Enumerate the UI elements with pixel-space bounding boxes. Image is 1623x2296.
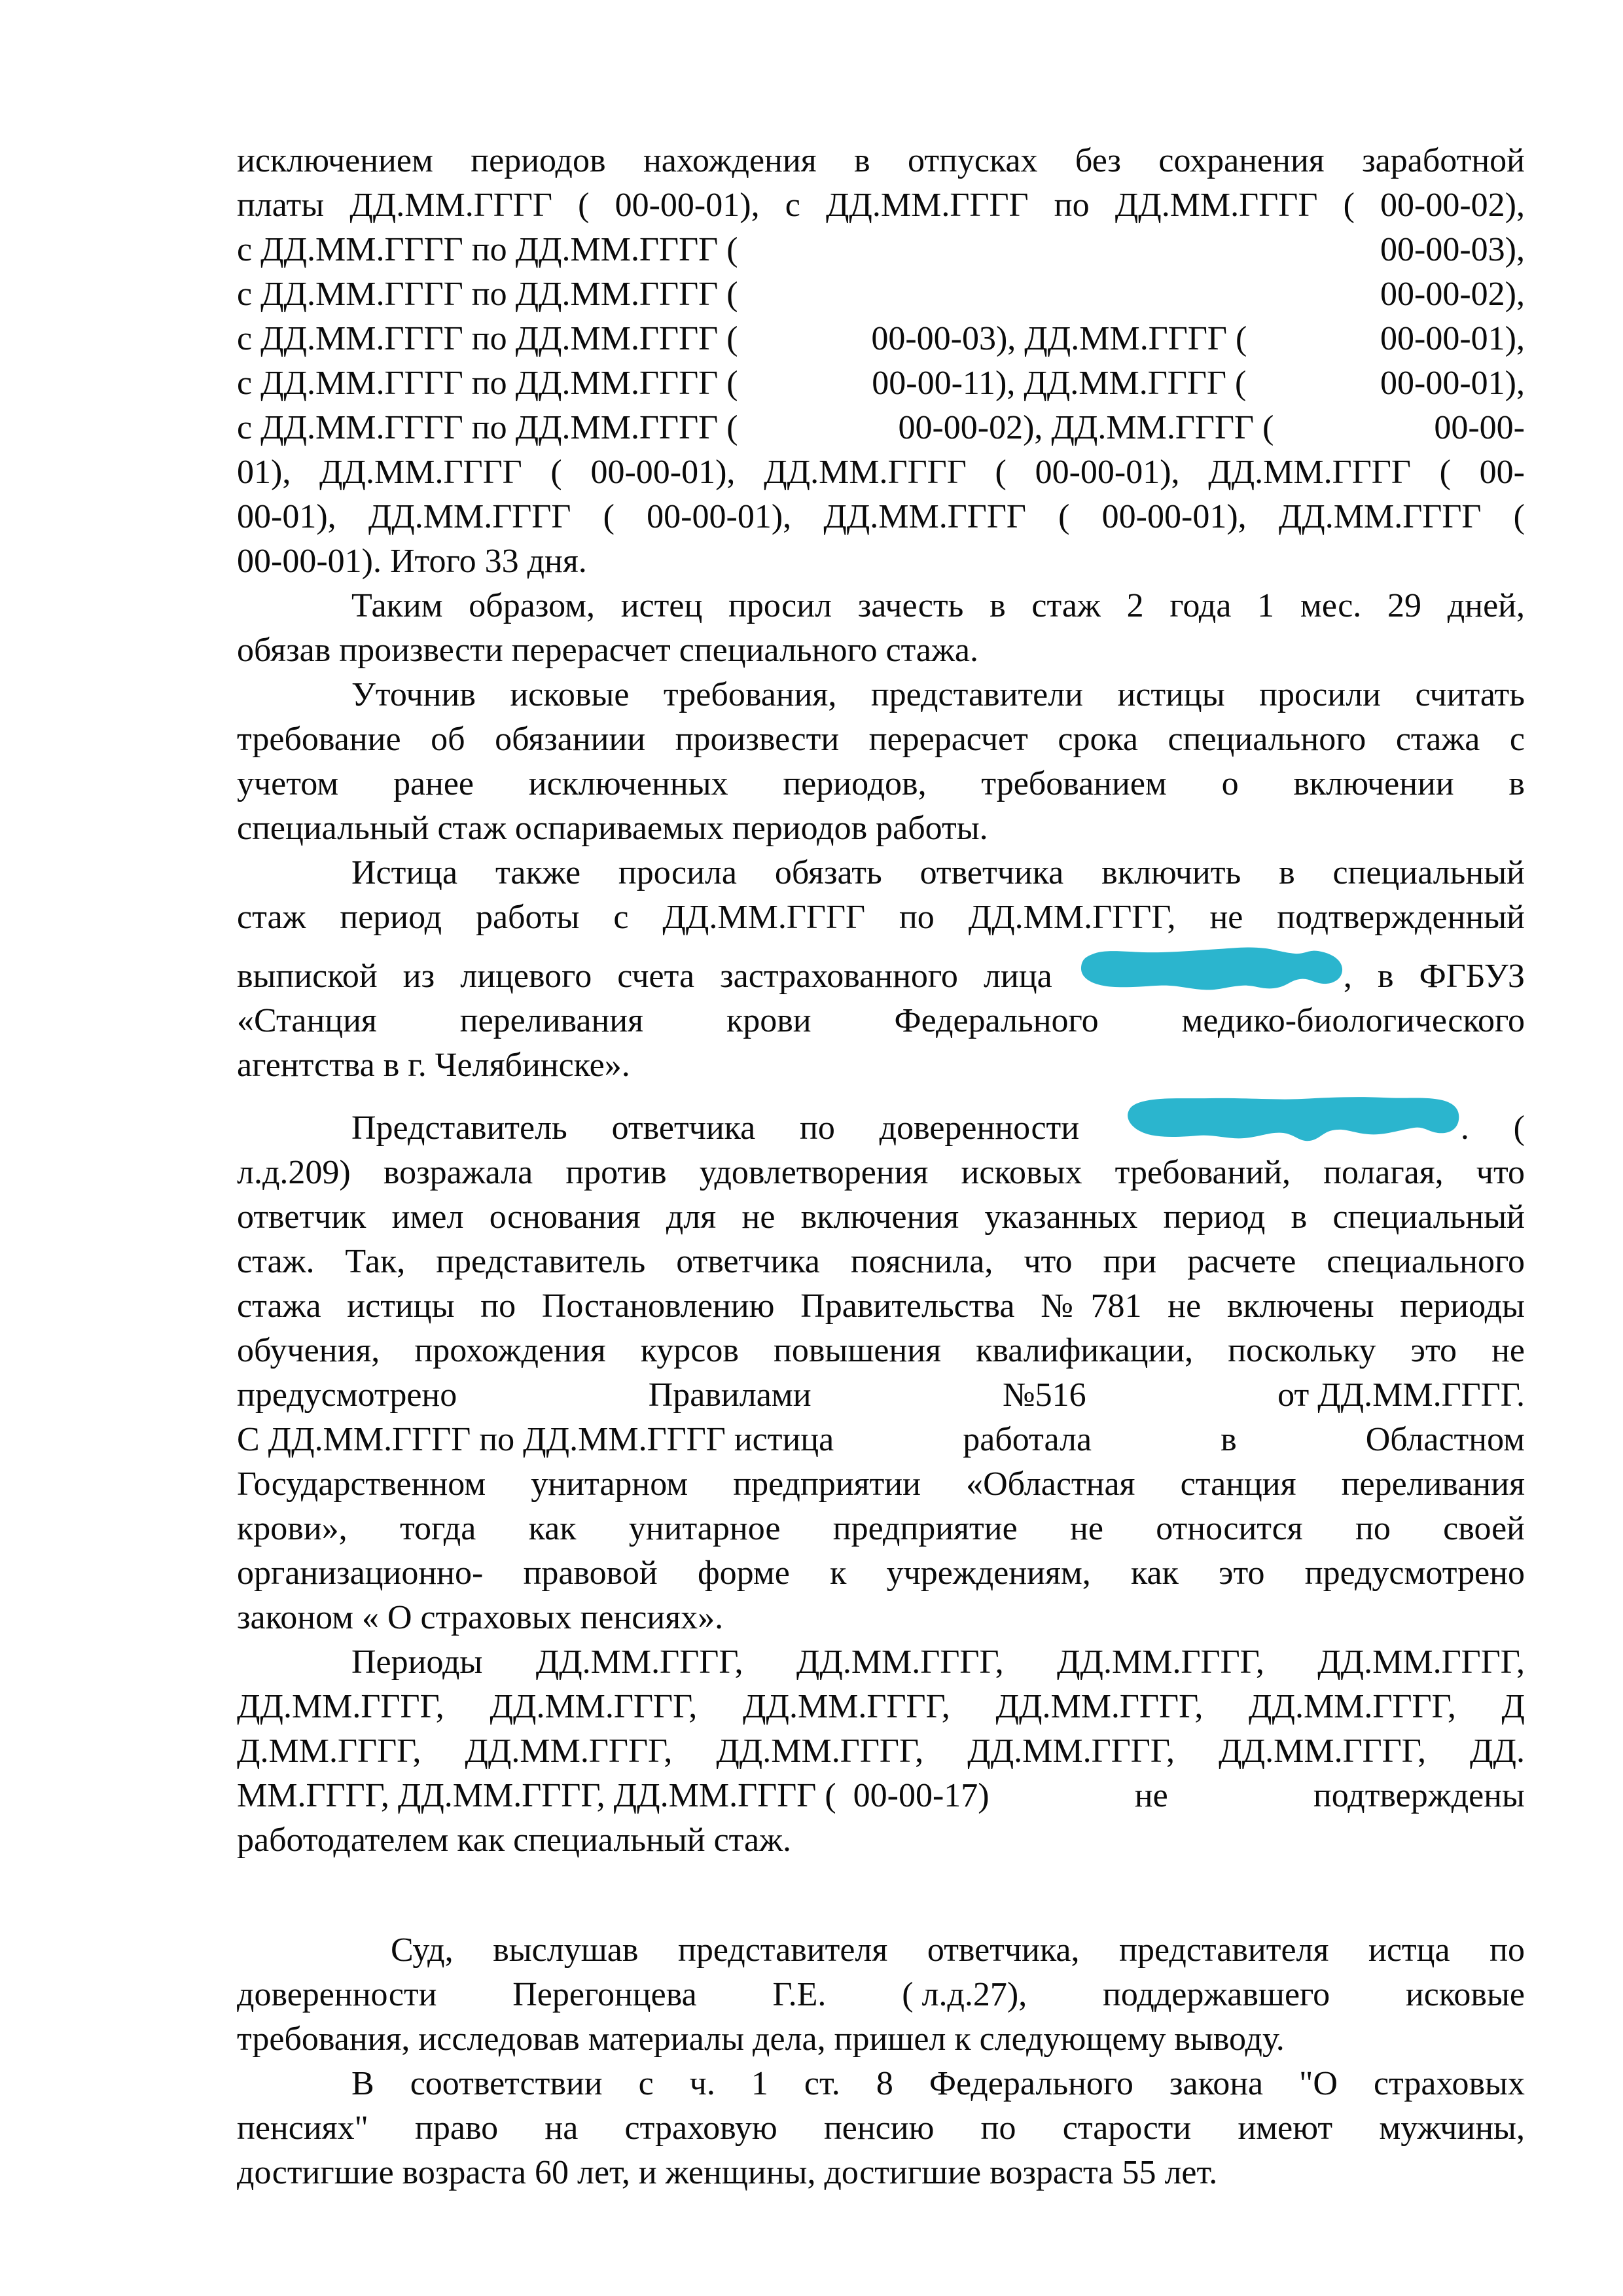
text-line: Таким образом, истец просил зачесть в стаж 2 года 1 мес. 29 дней, <box>351 587 1525 624</box>
text-line: достигшие возраста 60 лет, и женщины, достигшие возраста 55 лет. <box>237 2154 1218 2191</box>
redaction-marker-1: , <box>1078 958 1352 995</box>
text-segment: 00-00-01), <box>1380 320 1525 357</box>
text-line: законом « О страховых пенсиях». <box>237 1599 724 1636</box>
text-line: агентства в г. Челябинске». <box>237 1047 630 1084</box>
text-segment: С ДД.ММ.ГГГГ по ДД.ММ.ГГГГ истица <box>237 1421 834 1458</box>
text-line: Д.ММ.ГГГГ, ДД.ММ.ГГГГ, ДД.ММ.ГГГГ, ДД.ММ.ГГГГ, ДД.ММ.ГГГГ, ДД. <box>237 1732 1525 1770</box>
text-line: Периоды ДД.ММ.ГГГГ, ДД.ММ.ГГГГ, ДД.ММ.ГГГГ, ДД.ММ.ГГГГ, <box>351 1643 1525 1681</box>
text-segment: с ДД.ММ.ГГГГ по ДД.ММ.ГГГГ ( <box>237 231 738 268</box>
text-line: 00-00-01). Итого 33 дня. <box>237 543 587 580</box>
text-segment: выпиской из лицевого счета застрахованного лица <box>237 958 1052 995</box>
text-segment: подтверждены <box>1313 1777 1525 1814</box>
text-line: организационно- правовой форме к учреждениям, как это предусмотрено <box>237 1554 1525 1592</box>
text-segment: с ДД.ММ.ГГГГ по ДД.ММ.ГГГГ ( <box>237 276 738 313</box>
text-line: пенсиях" право на страховую пенсию по старости имеют мужчины, <box>237 2109 1525 2147</box>
text-segment: в <box>1221 1421 1237 1458</box>
text-line: В соответствии с ч. 1 ст. 8 Федерального закона "О страховых <box>351 2065 1525 2102</box>
text-line <box>237 361 1525 406</box>
text-line: работодателем как специальный стаж. <box>237 1821 792 1859</box>
text-segment: в ФГБУЗ <box>1377 958 1525 995</box>
text-line: крови», тогда как унитарное предприятие не относится по своей <box>237 1510 1525 1547</box>
text-line: 00-01), ДД.ММ.ГГГГ ( 00-00-01), ДД.ММ.ГГГГ ( 00-00-01), ДД.ММ.ГГГГ ( <box>237 498 1525 535</box>
text-line: стаж. Так, представитель ответчика пояснила, что при расчете специального <box>237 1243 1525 1280</box>
text-segment: не <box>1134 1777 1168 1814</box>
text-line <box>237 1973 1525 2017</box>
text-line: Уточнив исковые требования, представители истицы просили считать <box>351 676 1525 713</box>
text-line: Государственном унитарном предприятии «Областная станция переливания <box>237 1465 1525 1503</box>
text-line: специальный стаж оспариваемых периодов работы. <box>237 810 988 847</box>
text-segment: 00-00-03), ДД.ММ.ГГГГ ( <box>871 320 1247 357</box>
text-line <box>237 228 1525 272</box>
text-segment: 00-00-02), ДД.ММ.ГГГГ ( <box>898 409 1274 446</box>
text-line: ДД.ММ.ГГГГ, ДД.ММ.ГГГГ, ДД.ММ.ГГГГ, ДД.ММ.ГГГГ, ДД.ММ.ГГГГ, Д <box>237 1688 1525 1725</box>
text-segment: Представитель ответчика по доверенности <box>351 1109 1080 1147</box>
text-line <box>237 1088 1525 1151</box>
text-line: требования, исследовав материалы дела, пришел к следующему выводу. <box>237 2020 1285 2058</box>
text-line: стажа истицы по Постановлению Правительства №781 не включены периоды <box>237 1287 1525 1325</box>
text-segment: Областном <box>1365 1421 1525 1458</box>
text-line: платы ДД.ММ.ГГГГ ( 00-00-01), с ДД.ММ.ГГГГ по ДД.ММ.ГГГГ ( 00-00-02), <box>237 187 1525 224</box>
text-line: Суд, выслушав представителя ответчика, представителя истца по <box>391 1931 1525 1969</box>
text-segment: Правилами <box>648 1376 812 1414</box>
text-line: 01), ДД.ММ.ГГГГ ( 00-00-01), ДД.ММ.ГГГГ ( 00-00-01), ДД.ММ.ГГГГ ( 00- <box>237 454 1525 491</box>
text-line: учетом ранее исключенных периодов, требованием о включении в <box>237 765 1525 802</box>
text-line <box>237 1373 1525 1418</box>
document-text <box>237 139 1525 2195</box>
redaction-marker-2: . <box>1124 1109 1469 1147</box>
text-segment: №516 <box>1003 1376 1086 1414</box>
text-segment: 00-00- <box>1434 409 1525 446</box>
text-segment: поддержавшего <box>1103 1976 1330 2013</box>
text-line: «Станция переливания крови Федерального медико-биологического <box>237 1002 1525 1039</box>
text-line <box>237 272 1525 317</box>
text-segment: с ДД.ММ.ГГГГ по ДД.ММ.ГГГГ ( <box>237 365 738 402</box>
text-segment: ММ.ГГГГ, ДД.ММ.ГГГГ, ДД.ММ.ГГГГ ( 00-00-17) <box>237 1777 990 1814</box>
text-line: исключением периодов нахождения в отпусках без сохранения заработной <box>237 142 1525 179</box>
text-segment: Перегонцева <box>512 1976 697 2013</box>
text-line: требование об обязаниии произвести перерасчет срока специального стажа с <box>237 721 1525 758</box>
text-segment: 00-00-02), <box>1380 276 1525 313</box>
text-segment: предусмотрено <box>237 1376 457 1414</box>
text-segment: доверенности <box>237 1976 437 2013</box>
text-segment: с ДД.ММ.ГГГГ по ДД.ММ.ГГГГ ( <box>237 320 738 357</box>
text-segment: работала <box>963 1421 1092 1458</box>
text-line <box>237 940 1525 999</box>
text-line: стаж период работы с ДД.ММ.ГГГГ по ДД.ММ.ГГГГ, не подтвержденный <box>237 899 1525 936</box>
text-line: Истица также просила обязать ответчика включить в специальный <box>351 854 1525 891</box>
text-segment: от ДД.ММ.ГГГГ. <box>1277 1376 1525 1414</box>
redaction-scribble-icon <box>1078 946 1344 994</box>
text-line: обязав произвести перерасчет специального стажа. <box>237 632 979 669</box>
text-segment: исковые <box>1405 1976 1525 2013</box>
text-segment: с ДД.ММ.ГГГГ по ДД.ММ.ГГГГ ( <box>237 409 738 446</box>
blank-line <box>237 1863 1525 1928</box>
redaction-scribble-icon <box>1124 1094 1461 1145</box>
text-line: обучения, прохождения курсов повышения квалификации, поскольку это не <box>237 1332 1525 1369</box>
text-segment: Г.Е. <box>772 1976 827 2013</box>
text-line <box>237 406 1525 450</box>
text-line <box>237 1774 1525 1818</box>
text-segment: ( <box>1513 1109 1525 1147</box>
text-line: ответчик имел основания для не включения указанных период в специальный <box>237 1198 1525 1236</box>
text-segment: 00-00-01), <box>1380 365 1525 402</box>
text-segment: ( л.д.27), <box>902 1976 1027 2013</box>
text-line <box>237 317 1525 361</box>
text-segment: 00-00-11), ДД.ММ.ГГГГ ( <box>872 365 1247 402</box>
text-line <box>237 1418 1525 1462</box>
text-line: л.д.209) возражала против удовлетворения исковых требований, полагая, что <box>237 1154 1525 1191</box>
text-segment: 00-00-03), <box>1380 231 1525 268</box>
